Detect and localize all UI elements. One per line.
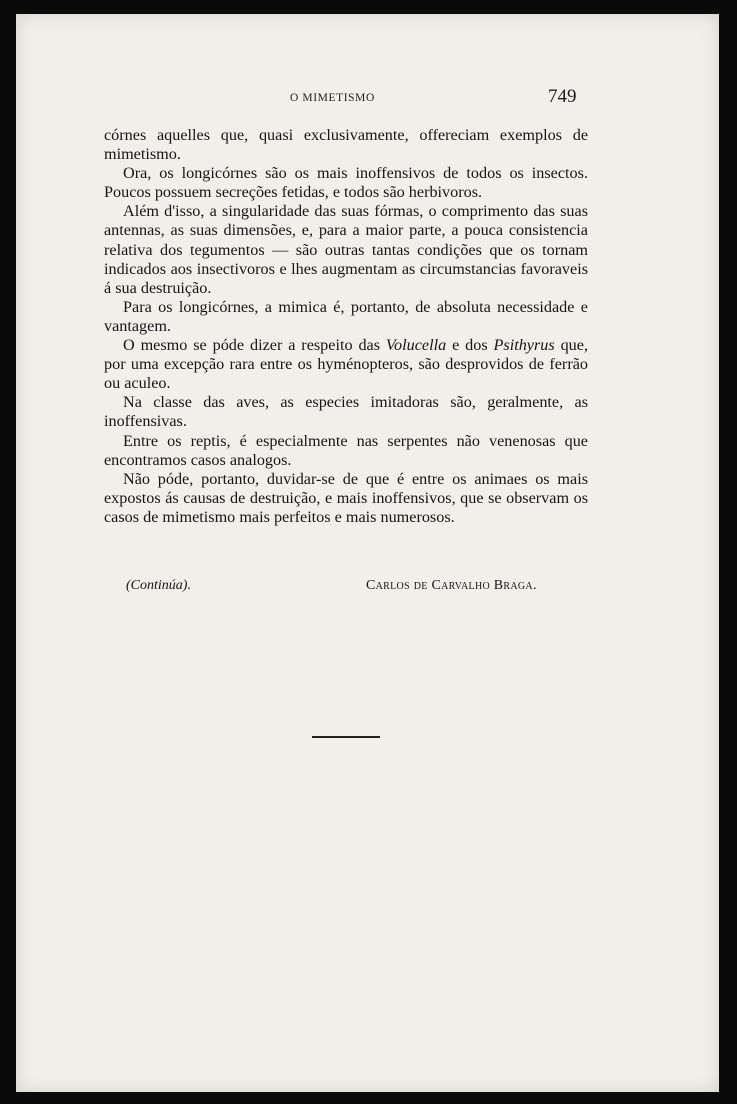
paragraph: córnes aquelles que, quasi exclusivamente, offereciam exemplos de mimetismo.	[104, 126, 588, 164]
end-rule	[312, 736, 380, 738]
genus-name: Volucella	[385, 336, 447, 355]
running-title: O MIMETISMO	[290, 92, 375, 104]
paragraph: Para os longicórnes, a mimica é, portanto, de absoluta necessidade e vantagem.	[104, 297, 588, 335]
paragraph: Além d'isso, a singularidade das suas fórmas, o comprimento das suas antennas, as suas dimensões, e, para a maior parte, a pouca consistencia relativa dos tegumentos — são outras tantas condições que os tornam indicados aos insectivoros e lhes augmentam as circumstancias favoraveis á sua destruição.	[104, 202, 588, 297]
paragraph: Na classe das aves, as especies imitadoras são, geralmente, as inoffensivas.	[104, 393, 588, 431]
article-body	[104, 126, 588, 527]
paragraph: Ora, os longicórnes são os mais inoffensivos de todos os insectos. Poucos possuem secreções fetidas, e todos são herbivoros.	[104, 164, 588, 202]
text-run: que, por uma excepção rara entre os hyménopteros, são desprovidos de ferrão ou aculeo.	[104, 336, 589, 393]
paragraph	[104, 336, 588, 393]
page-number: 749	[548, 86, 577, 107]
continua-note: (Continúa).	[126, 578, 191, 593]
text-run: O mesmo se póde dizer a respeito das	[123, 336, 386, 355]
genus-name: Psithyrus	[493, 336, 555, 355]
author-name: Carlos de Carvalho Braga.	[366, 578, 537, 593]
paragraph: Não póde, portanto, duvidar-se de que é entre os animaes os mais expostos ás causas de destruição, e mais inoffensivos, que se observam os casos de mimetismo mais perfeitos e mais numerosos.	[104, 469, 588, 526]
paragraph: Entre os reptis, é especialmente nas serpentes não venenosas que encontramos casos analogos.	[104, 431, 588, 469]
text-run: e dos	[446, 336, 494, 355]
